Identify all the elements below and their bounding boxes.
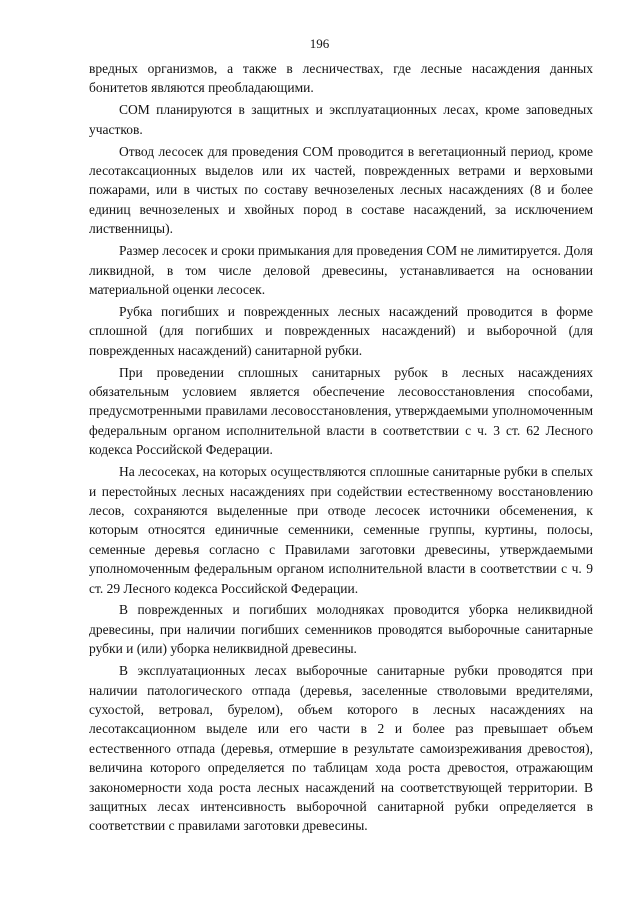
paragraph: На лесосеках, на которых осуществляются сплошные санитарные рубки в спелых и перестойных лесных насаждениях при содействии естественному восстановлению лесов, сохраняются выделенные при отводе лесосек источники обсеменения, к которым относятся единичные семенники, семенные группы, куртины, полосы, семенные деревья согласно с Правилами заготовки древесины, утверждаемыми уполномоченным федеральным органом исполнительной власти в соответствии с ч. 9 ст. 29 Лесного кодекса Российской Федерации. [89,464,593,596]
page-number: 196 [309,36,330,51]
paragraph-continued: вредных организмов, а также в лесничествах, где лесные насаждения данных бонитетов являются преобладающими. [89,61,593,96]
paragraph: В эксплуатационных лесах выборочные санитарные рубки проводятся при наличии патологического отпада (деревья, заселенные стволовыми вредителями, сухостой, ветровал, бурелом), объем которого в лесных насаждениях на лесотаксационном выделе или его части в 2 и более раз превышает объем естественного отпада (деревья, отмершие в результате самоизреживания древостоя), величина которого определяется по таблицам хода роста древостоя, отражающим закономерности хода роста лесных насаждений на соответствующей территории. В защитных лесах интенсивность выборочной санитарной рубки определяется в соответствии с правилами заготовки древесины. [89,663,593,834]
paragraph: Рубка погибших и поврежденных лесных насаждений проводится в форме сплошной (для погибших и поврежденных насаждений) и выборочной (для поврежденных насаждений) санитарной рубки. [89,303,593,358]
paragraph: В поврежденных и погибших молодняках проводится уборка неликвидной древесины, при наличии погибших семенников проводятся выборочные санитарные рубки и (или) уборка неликвидной древесины. [89,602,593,657]
paragraph: Отвод лесосек для проведения СОМ проводится в вегетационный период, кроме лесотаксационных выделов или их частей, поврежденных ветрами и верховыми пожарами, или в чистых по составу вечнозеленых лесных насаждениях (8 и более единиц вечнозеленых и хвойных пород в составе насаждений, за исключением лиственницы). [89,143,593,237]
body-text [89,59,593,838]
paragraph: СОМ планируются в защитных и эксплуатационных лесах, кроме заповедных участков. [89,102,593,137]
paragraph: При проведении сплошных санитарных рубок в лесных насаждениях обязательным условием является обеспечение лесовосстановления способами, предусмотренными правилами лесовосстановления, утверждаемыми уполномоченным федеральным органом исполнительной власти в соответствии с ч. 3 ст. 62 Лесного кодекса Российской Федерации. [89,364,593,458]
paragraph: Размер лесосек и сроки примыкания для проведения СОМ не лимитируется. Доля ликвидной, в том числе деловой древесины, устанавливается на основании материальной оценки лесосек. [89,243,593,297]
